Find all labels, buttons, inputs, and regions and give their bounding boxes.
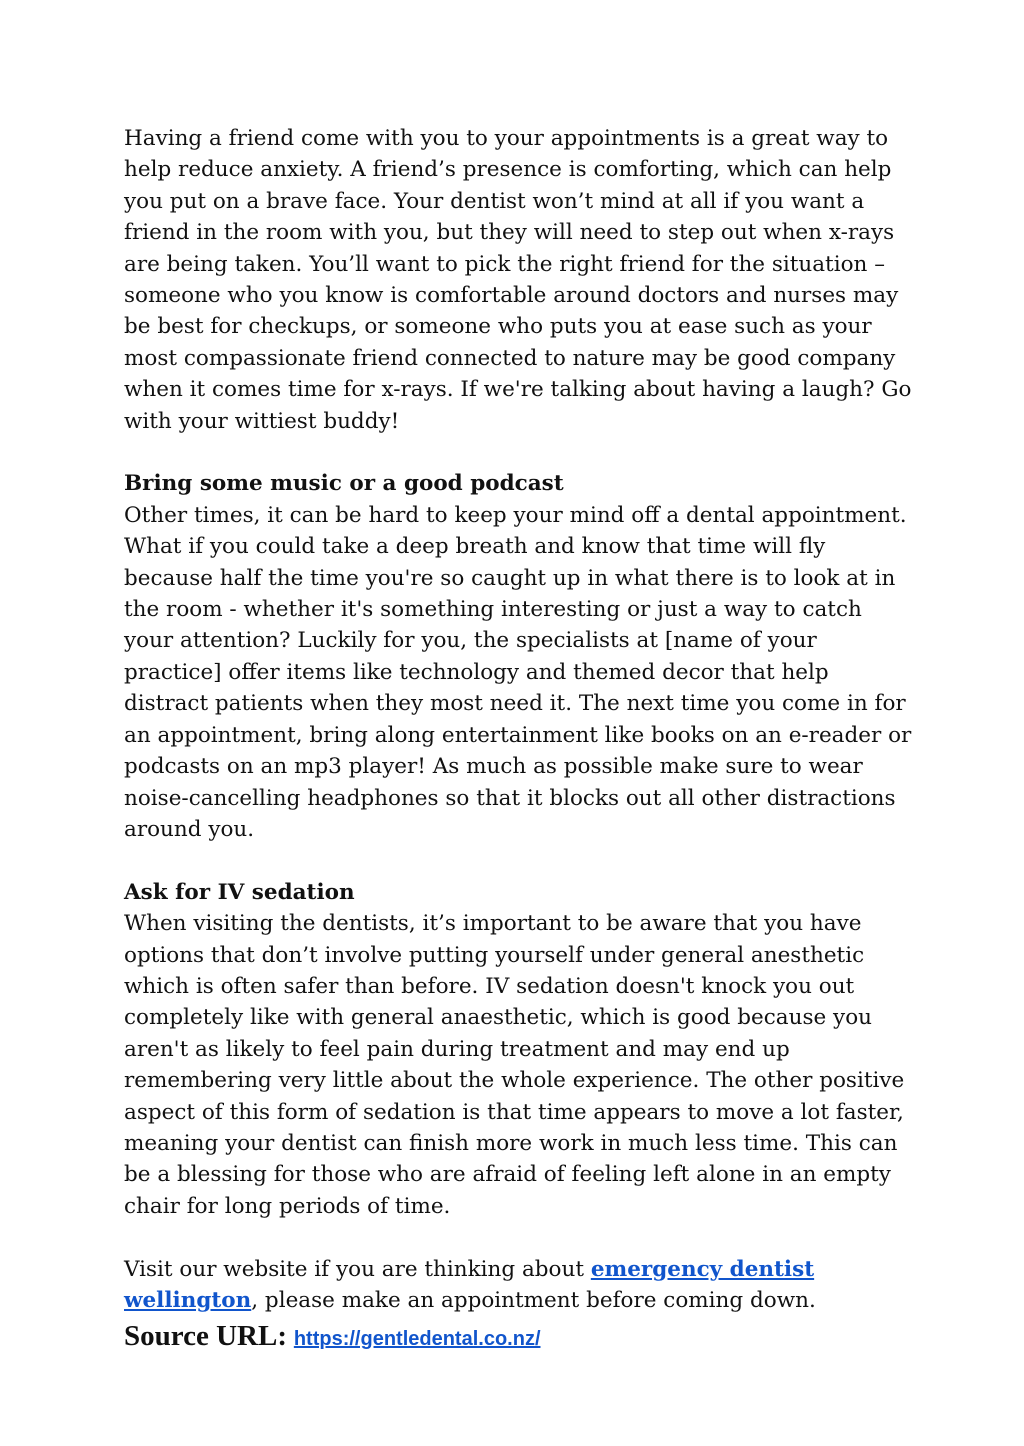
paragraph-spacer xyxy=(124,437,914,468)
paragraph-spacer xyxy=(124,845,914,876)
document-page xyxy=(124,123,914,1357)
paragraph-iv-sedation: When visiting the dentists, it’s important to be aware that you have options that don’t involve putting yourself under general anesthetic which is often safer than before. IV sedation doesn't knock you out completely like with general anaesthetic, which is good because you aren't as likely to feel pain during treatment and may end up remembering very little about the whole experience. The other positive aspect of this form of sedation is that time appears to move a lot faster, meaning your dentist can finish more work in much less time. This can be a blessing for those who are afraid of feeling left alone in an empty chair for long periods of time. xyxy=(124,911,905,1219)
cta-text-after: , please make an appointment before coming down. xyxy=(251,1287,816,1313)
paragraph-music-podcast: Other times, it can be hard to keep your mind off a dental appointment. What if you could take a deep breath and know that time will fly because half the time you're so caught up in what there is to look at in the room - whether it's something interesting or just a way to catch your attention? Luckily for you, the specialists at [name of your practice] offer items like technology and themed decor that help distract patients when they most need it. The next time you come in for an appointment, bring along entertainment like books on an e-reader or podcasts on an mp3 player! As much as possible make sure to wear noise-cancelling headphones so that it blocks out all other distractions around you. xyxy=(124,502,912,842)
emergency-dentist-link[interactable]: emergency dentist wellington xyxy=(124,1256,815,1313)
cta-text-before: Visit our website if you are thinking about xyxy=(124,1256,591,1282)
source-url-link[interactable]: https://gentledental.co.nz/ xyxy=(293,1328,541,1351)
heading-iv-sedation: Ask for IV sedation xyxy=(124,879,355,905)
source-line xyxy=(124,1318,914,1357)
cta-paragraph xyxy=(124,1254,914,1317)
heading-music-podcast: Bring some music or a good podcast xyxy=(124,471,564,497)
source-url-label: Source URL: xyxy=(124,1320,287,1353)
paragraph-spacer xyxy=(124,1222,914,1253)
paragraph-friend: Having a friend come with you to your appointments is a great way to help reduce anxiety. A friend’s presence is comforting, which can help you put on a brave face. Your dentist won’t mind at all if you want a friend in the room with you, but they will need to step out when x-rays are being taken. You’ll want to pick the right friend for the situation – someone who you know is comfortable around doctors and nurses may be best for checkups, or someone who puts you at ease such as your most compassionate friend connected to nature may be good company when it comes time for x-rays. If we're talking about having a laugh? Go with your wittiest buddy! xyxy=(124,126,912,434)
